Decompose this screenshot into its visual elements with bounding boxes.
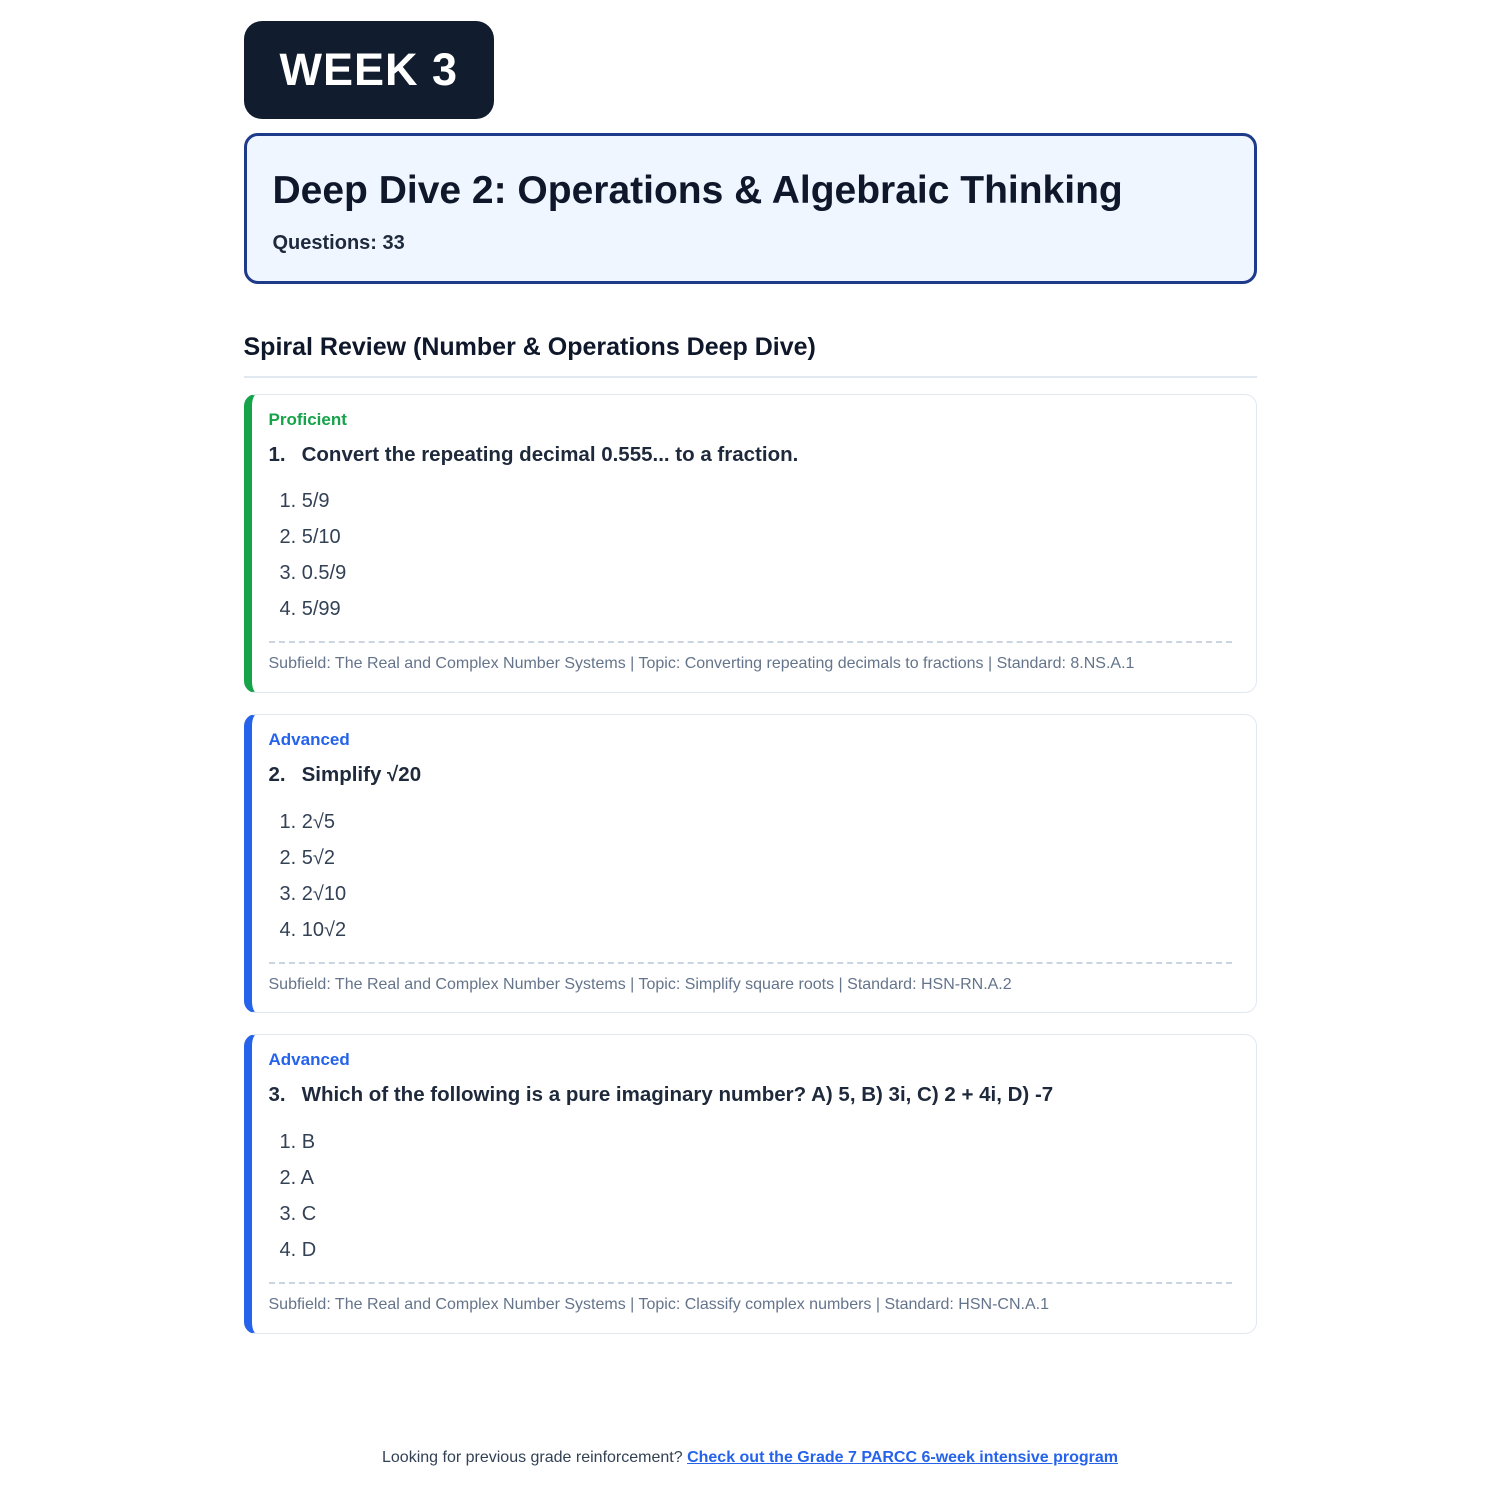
dashed-divider xyxy=(269,962,1232,964)
question-number: 3. xyxy=(268,1083,286,1107)
answer-option: C xyxy=(301,1203,317,1226)
difficulty-badge: Advanced xyxy=(268,1050,350,1070)
dashed-divider xyxy=(269,641,1232,643)
section-heading: Spiral Review (Number & Operations Deep Dive) xyxy=(244,333,1257,378)
answer-option: 5/10 xyxy=(301,526,341,549)
question-text xyxy=(269,442,1232,469)
question-number: 1. xyxy=(268,442,286,466)
answer-option: D xyxy=(301,1239,317,1262)
question-text xyxy=(269,762,1232,789)
week-badge: WEEK 3 xyxy=(244,21,495,119)
question-card-1 xyxy=(244,394,1257,693)
question-number: 2. xyxy=(268,763,286,787)
question-meta: Subfield: The Real and Complex Number Systems | Topic: Converting repeating decimals to fractions | Standard: 8.NS.A.1 xyxy=(268,655,1135,673)
answer-option: A xyxy=(300,1167,314,1190)
answer-options xyxy=(269,804,1232,948)
answer-option: 5/9 xyxy=(301,490,330,513)
question-body: Simplify √20 xyxy=(301,763,422,787)
answer-option: 10√2 xyxy=(301,918,347,941)
answer-option: B xyxy=(301,1131,316,1154)
page-footer xyxy=(244,1449,1257,1467)
question-body: Which of the following is a pure imaginary number? A) 5, B) 3i, C) 2 + 4i, D) -7 xyxy=(301,1083,1054,1107)
question-text xyxy=(269,1082,1232,1109)
question-meta: Subfield: The Real and Complex Number Systems | Topic: Simplify square roots | Standard: HSN-RN.A.2 xyxy=(268,975,1012,993)
grade7-program-link[interactable]: Check out the Grade 7 PARCC 6-week intensive program xyxy=(687,1448,1118,1466)
question-count: Questions: 33 xyxy=(272,231,405,254)
answer-option: 5/99 xyxy=(301,598,341,621)
question-meta: Subfield: The Real and Complex Number Systems | Topic: Classify complex numbers | Standard: HSN-CN.A.1 xyxy=(268,1296,1049,1314)
question-body: Convert the repeating decimal 0.555... to a fraction. xyxy=(301,442,799,466)
question-card-3 xyxy=(244,1034,1257,1333)
difficulty-badge: Advanced xyxy=(268,730,350,750)
question-card-2 xyxy=(244,714,1257,1013)
assignment-header-box xyxy=(244,133,1257,284)
answer-option: 2√5 xyxy=(301,810,335,833)
answer-option: 5√2 xyxy=(301,846,335,869)
answer-option: 2√10 xyxy=(301,882,347,905)
footer-prompt: Looking for previous grade reinforcement? xyxy=(382,1448,688,1466)
difficulty-badge: Proficient xyxy=(268,409,347,429)
dashed-divider xyxy=(269,1282,1232,1284)
assignment-title: Deep Dive 2: Operations & Algebraic Thinking xyxy=(272,169,1123,212)
answer-option: 0.5/9 xyxy=(301,562,347,585)
answer-options xyxy=(269,1124,1232,1268)
page-container xyxy=(244,0,1257,1467)
answer-options xyxy=(269,483,1232,627)
